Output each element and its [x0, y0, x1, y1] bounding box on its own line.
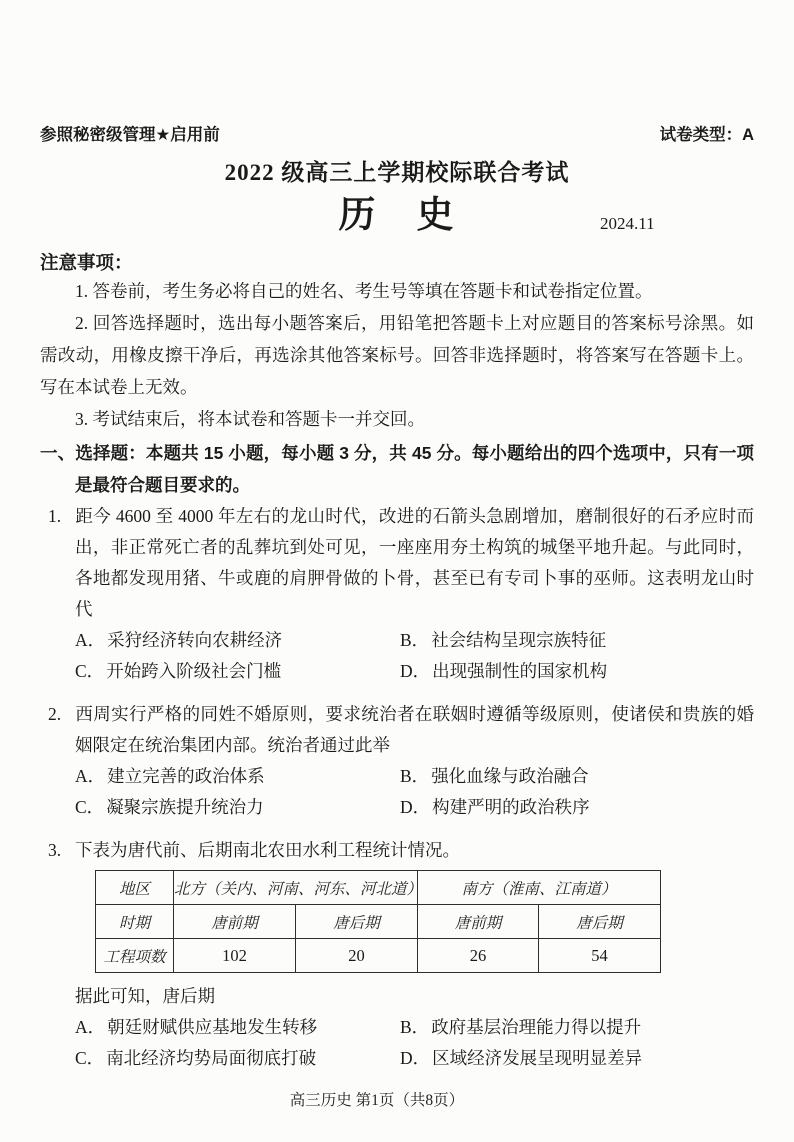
page-footer: 高三历史 第1页（共8页）: [289, 1092, 465, 1109]
option-c-label: C．: [75, 661, 105, 681]
question-1: [40, 501, 754, 687]
question-2-options: [75, 761, 754, 823]
exam-date: 2024.11: [600, 214, 655, 233]
table-cell-region-label: 地区: [96, 871, 174, 905]
irrigation-stats-table: [95, 870, 661, 973]
option-d-text: 区域经济发展呈现明显差异: [432, 1048, 643, 1068]
question-1-option-d: [400, 656, 754, 687]
question-3-followup: 据此可知，唐后期: [75, 986, 215, 1006]
table-row-region: [96, 871, 661, 905]
notice-item-3: 3. 考试结束后，将本试卷和答题卡一并交回。: [75, 409, 425, 429]
option-d-label: D．: [400, 1048, 431, 1068]
option-d-text: 构建严明的政治秩序: [432, 797, 590, 817]
question-2-number: 2.: [48, 704, 62, 724]
table-cell-count-1: 102: [174, 939, 296, 973]
exam-title: 2022 级高三上学期校际联合考试: [224, 160, 570, 185]
table-cell-period-2: 唐后期: [296, 905, 418, 939]
section-heading-text: 选择题：本题共 15 小题，每小题 3 分，共 45 分。每小题给出的四个选项中，只有一项是最符合题目要求的。: [75, 443, 755, 495]
table-cell-period-4: 唐后期: [539, 905, 661, 939]
paper-type-label: 试卷类型：A: [659, 126, 754, 144]
notice-item-1: 1. 答卷前，考生务必将自己的姓名、考生号等填在答题卡和试卷指定位置。: [75, 281, 653, 301]
option-row: [75, 656, 754, 687]
question-2: [40, 699, 754, 823]
table-cell-north-header: 北方（关内、河南、河东、河北道）: [174, 871, 418, 905]
question-1-number: 1.: [48, 506, 62, 526]
question-3-text: 下表为唐代前、后期南北农田水利工程统计情况。: [75, 840, 460, 860]
option-c-text: 开始跨入阶级社会门槛: [106, 661, 282, 681]
notice-item-2: 2. 回答选择题时，选出每小题答案后，用铅笔把答题卡上对应题目的答案标号涂黑。如需改动，用橡皮擦干净后，再选涂其他答案标号。回答非选择题时，将答案写在答题卡上。写在本试卷上无效。: [40, 313, 754, 397]
option-row: [75, 761, 754, 792]
section-heading: [40, 437, 754, 501]
option-row: [75, 1043, 754, 1074]
table-cell-count-2: 20: [296, 939, 418, 973]
option-b-text: 政府基层治理能力得以提升: [431, 1017, 642, 1037]
question-2-option-b: [400, 761, 754, 792]
option-a-text: 朝廷财赋供应基地发生转移: [107, 1017, 318, 1037]
question-3-number: 3.: [48, 840, 62, 860]
option-d-text: 出现强制性的国家机构: [432, 661, 608, 681]
question-3-options: [75, 1012, 754, 1074]
question-1-text: 距今 4600 至 4000 年左右的龙山时代，改进的石箭头急剧增加，磨制很好的石矛应时而出，非正常死亡者的乱葬坑到处可见，一座座用夯土构筑的城堡平地升起。与此同时，各地都发现用猪、牛或鹿的肩胛骨做的卜骨，甚至已有专司卜事的巫师。这表明龙山时代: [75, 506, 754, 619]
option-c-label: C．: [75, 797, 105, 817]
option-b-label: B．: [400, 630, 430, 650]
option-b-label: B．: [400, 766, 430, 786]
table-cell-count-label: 工程项数: [96, 939, 174, 973]
option-row: [75, 792, 754, 823]
subject-title: 历 史: [338, 195, 456, 236]
notice-list: [40, 275, 754, 435]
question-1-stem: [40, 501, 754, 625]
question-3-option-c: [75, 1043, 400, 1074]
option-b-text: 强化血缘与政治融合: [431, 766, 589, 786]
table-row-period: [96, 905, 661, 939]
table-cell-period-1: 唐前期: [174, 905, 296, 939]
option-row: [75, 1012, 754, 1043]
question-2-option-a: [75, 761, 400, 792]
table-cell-count-3: 26: [418, 939, 539, 973]
notice-heading: 注意事项：: [40, 252, 133, 273]
option-c-text: 凝聚宗族提升统治力: [106, 797, 264, 817]
question-3-option-a: [75, 1012, 400, 1043]
question-2-option-c: [75, 792, 400, 823]
option-c-text: 南北经济均势局面彻底打破: [106, 1048, 317, 1068]
option-c-label: C．: [75, 1048, 105, 1068]
question-3: [40, 835, 754, 1074]
option-a-text: 建立完善的政治体系: [107, 766, 265, 786]
question-1-option-c: [75, 656, 400, 687]
table-cell-count-4: 54: [539, 939, 661, 973]
question-2-text: 西周实行严格的同姓不婚原则，要求统治者在联姻时遵循等级原则，使诸侯和贵族的婚姻限定在统治集团内部。统治者通过此举: [75, 704, 754, 755]
option-b-text: 社会结构呈现宗族特征: [431, 630, 607, 650]
option-a-label: A．: [75, 1017, 106, 1037]
option-a-label: A．: [75, 766, 106, 786]
document-header: [40, 124, 754, 146]
option-b-label: B．: [400, 1017, 430, 1037]
question-2-option-d: [400, 792, 754, 823]
question-1-option-b: [400, 625, 754, 656]
question-3-stem: [40, 835, 754, 866]
table-cell-period-label: 时期: [96, 905, 174, 939]
section-marker: 一、: [40, 443, 76, 463]
question-3-option-b: [400, 1012, 754, 1043]
question-2-stem: [40, 699, 754, 761]
option-a-label: A．: [75, 630, 106, 650]
question-3-option-d: [400, 1043, 754, 1074]
subject-row: [40, 192, 754, 240]
option-d-label: D．: [400, 661, 431, 681]
option-a-text: 采狩经济转向农耕经济: [107, 630, 283, 650]
table-row-counts: [96, 939, 661, 973]
option-row: [75, 625, 754, 656]
option-d-label: D．: [400, 797, 431, 817]
table-cell-south-header: 南方（淮南、江南道）: [418, 871, 661, 905]
question-1-options: [75, 625, 754, 687]
security-notice: 参照秘密级管理★启用前: [40, 126, 220, 144]
question-1-option-a: [75, 625, 400, 656]
table-cell-period-3: 唐前期: [418, 905, 539, 939]
